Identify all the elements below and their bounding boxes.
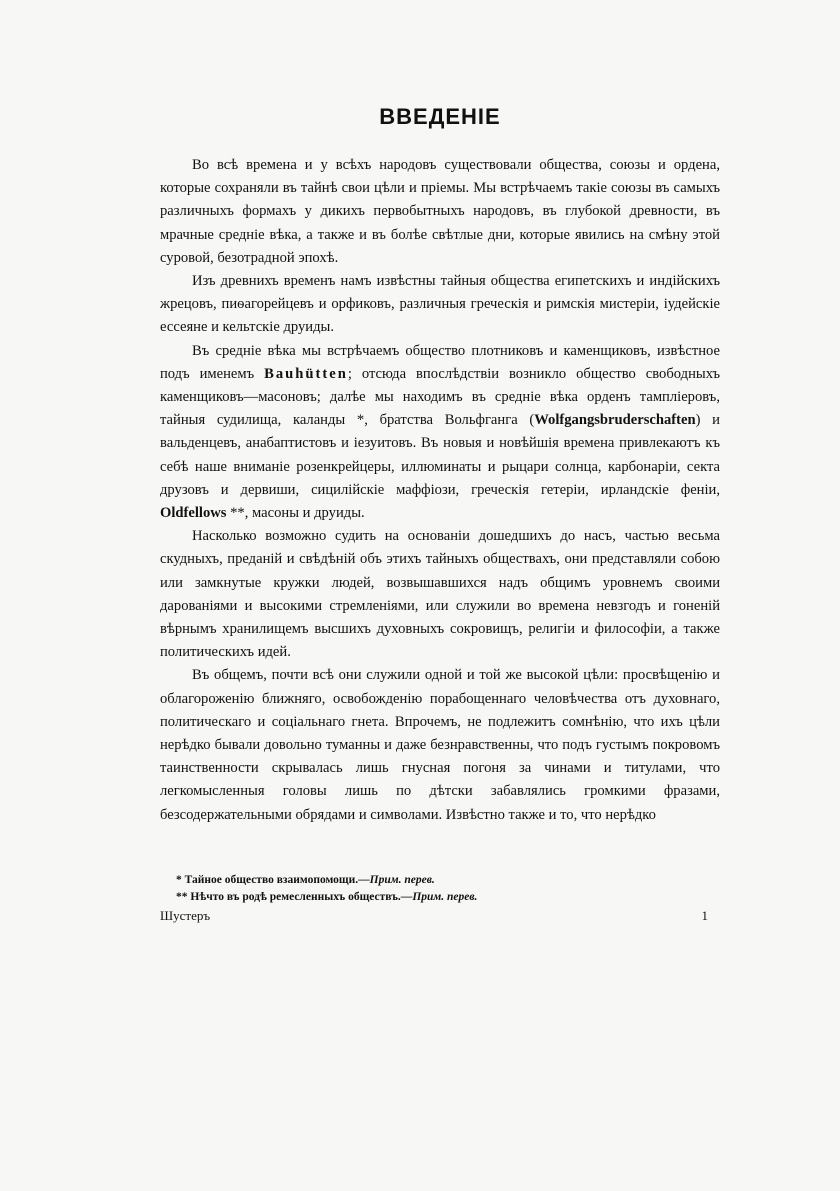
paragraph-2: Изъ древнихъ временъ намъ извѣстны тайныя общества египетскихъ и индійскихъ жрецовъ, пиѳагорейцевъ и орфиковъ, различныя греческія и римскія мистеріи, іудейскіе ессеяне и кельтскіе друиды. bbox=[160, 273, 720, 336]
footnote-text: Тайное общество взаимопомощи.— bbox=[184, 874, 370, 886]
footnote-1 bbox=[176, 872, 696, 889]
paragraph-3-part-c: ) и вальденцевъ, анабаптистовъ и іезуитовъ. Въ новыя и новѣйшія времена привлекаютъ къ себѣ наше вниманіе розенкрейцеры, иллюминаты и рыцари солнца, карбонаріи, секта друзовъ и дервиши, сицилійскіе маффіози, греческія гетеріи, ирландскіе феніи, bbox=[160, 412, 720, 498]
footnote-attribution: Прим. перев. bbox=[369, 874, 435, 886]
page-footer bbox=[160, 908, 708, 924]
printer-signature: Шустеръ bbox=[160, 908, 211, 923]
paragraph-1: Во всѣ времена и у всѣхъ народовъ существовали общества, союзы и ордена, которые сохраняли въ тайнѣ свои цѣли и пріемы. Мы встрѣчаемъ такіе союзы въ самыхъ различныхъ формахъ у дикихъ первобытныхъ народовъ, въ глубокой древности, въ мрачные средніе вѣка, а также и въ болѣе свѣтлые дни, которые явились на смѣну этой суровой, безотрадной эпохѣ. bbox=[160, 157, 720, 266]
paragraph-4: Насколько возможно судить на основаніи дошедшихъ до насъ, частью весьма скудныхъ, преданій и свѣдѣній объ этихъ тайныхъ обществахъ, они представляли собою или замкнутые кружки людей, возвышавшихся надъ общимъ уровнемъ своими дарованіями и высокими стремленіями, или служили во времена невзгодъ и гоненій вѣрнымъ хранилищемъ высшихъ духовныхъ сокровищъ, религіи и философіи, а также политическихъ идей. bbox=[160, 528, 720, 661]
footnote-text: Нѣчто въ родѣ ремесленныхъ обществъ.— bbox=[190, 891, 413, 903]
paragraph-5: Въ общемъ, почти всѣ они служили одной и той же высокой цѣли: просвѣщенію и облагороженію ближняго, освобожденію порабощеннаго человѣчества отъ духовнаго, политическаго и соціальнаго гнета. Впрочемъ, не подлежитъ сомнѣнію, что ихъ цѣли нерѣдко бывали довольно туманны и даже безнравственны, что подъ густымъ покровомъ таинственности скрывалась лишь гнусная погоня за чинами и титулами, что легкомысленныя головы лишь по дѣтски забавлялись громкими фразами, безсодержательными обрядами и символами. Извѣстно также и то, что нерѣдко bbox=[160, 667, 720, 823]
term-oddfellows: Oldfellows bbox=[160, 505, 227, 522]
paragraph-3-part-b: ; отсюда впослѣдствіи возникло общество свободныхъ каменщиковъ—масоновъ; далѣе мы находимъ въ средніе вѣка орденъ тампліеровъ, тайныя судилища, каланды *, братства Вольфганга ( bbox=[160, 365, 720, 429]
main-text bbox=[160, 96, 720, 827]
footnotes bbox=[176, 872, 696, 906]
term-wolfgangsbruderschaften: Wolfgangsbruderschaften bbox=[534, 412, 696, 429]
paragraph-3-part-d: **, масоны и друиды. bbox=[226, 505, 365, 522]
chapter-title: ВВЕДЕНІЕ bbox=[379, 104, 501, 129]
footnote-marker: * bbox=[176, 874, 182, 886]
footnote-marker: ** bbox=[176, 891, 188, 903]
paragraph-3-part-a: Въ средніе вѣка мы встрѣчаемъ общество плотниковъ и каменщиковъ, извѣстное подъ именемъ bbox=[160, 342, 720, 382]
page-number: 1 bbox=[701, 908, 708, 923]
paragraph-3 bbox=[160, 340, 720, 526]
term-bauhutten: Bauhütten bbox=[264, 365, 348, 382]
footnote-attribution: Прим. перев. bbox=[412, 891, 478, 903]
footnote-2 bbox=[176, 889, 696, 906]
